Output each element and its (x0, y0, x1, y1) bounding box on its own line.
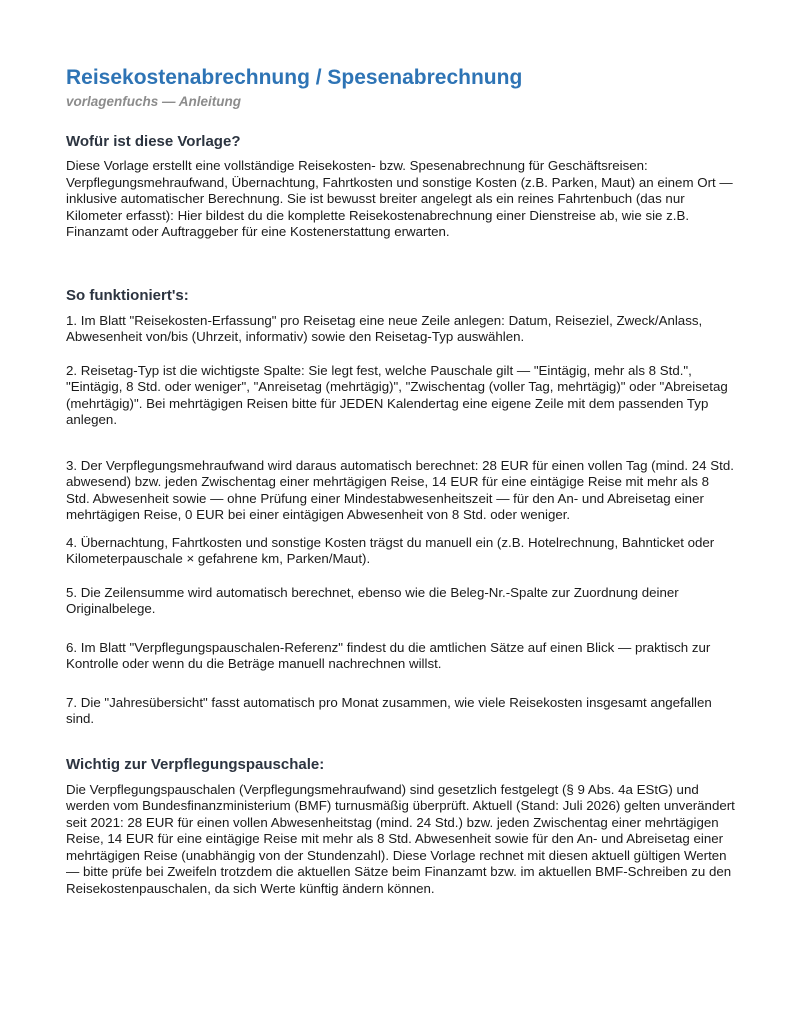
document-page (66, 64, 736, 897)
how-it-works-heading: So funktioniert's: (66, 286, 189, 304)
step-item: 4. Übernachtung, Fahrtkosten und sonstige Kosten trägst du manuell ein (z.B. Hotelrechnung, Bahnticket oder Kilometerpauschale × gefahrene km, Parken/Maut). (66, 534, 715, 566)
step-item: 5. Die Zeilensumme wird automatisch berechnet, ebenso wie die Beleg-Nr.-Spalte zur Zuordnung deiner Originalbelege. (66, 584, 679, 616)
important-paragraph: Die Verpflegungspauschalen (Verpflegungsmehraufwand) sind gesetzlich festgelegt (§ 9 Abs. 4a EStG) und werden vom Bundesfinanzministerium (BMF) turnusmäßig überprüft. Aktuell (Stand: Juli 2026) gelten unverändert seit 2021: 28 EUR für einen vollen Abwesenheitstag (mind. 24 Std.) bzw. jeden Zwischentag einer mehrtägigen Reise, 14 EUR für eine eintägige Reise mit mehr als 8 Std. Abwesenheit sowie für den An- und Abreisetag einer mehrtägigen Reise (unabhängig von der Stundenzahl). Diese Vorlage rechnet mit diesen aktuell gültigen Werten — bitte prüfe bei Zweifeln trotzdem die aktuellen Sätze beim Finanzamt bzw. im aktuellen BMF-Schreiben zu den Reisekostenpauschalen, da sich Werte künftig ändern können. (66, 781, 735, 896)
step-item: 3. Der Verpflegungsmehraufwand wird daraus automatisch berechnet: 28 EUR für einen vollen Tag (mind. 24 Std. abwesend) bzw. jeden Zwischentag einer mehrtägigen Reise, 14 EUR für eine eintägige Reise mit mehr als 8 Std. Abwesenheit sowie — ohne Prüfung einer Mindestabwesenheitszeit — für den An- und Abreisetag einer mehrtägigen Reise, 0 EUR bei einer eintägigen Abwesenheit von 8 Std. oder weniger. (66, 457, 734, 522)
step-item: 1. Im Blatt "Reisekosten-Erfassung" pro Reisetag eine neue Zeile anlegen: Datum, Reiseziel, Zweck/Anlass, Abwesenheit von/bis (Uhrzeit, informativ) sowie den Reisetag-Typ auswählen. (66, 312, 703, 344)
step-item: 7. Die "Jahresübersicht" fasst automatisch pro Monat zusammen, wie viele Reisekosten insgesamt angefallen sind. (66, 694, 712, 726)
step-item: 2. Reisetag-Typ ist die wichtigste Spalte: Sie legt fest, welche Pauschale gilt — "Eintägig, mehr als 8 Std.", "Eintägig, 8 Std. oder weniger", "Anreisetag (mehrtägig)", "Zwischentag (voller Tag, mehrtägig)" oder "Abreisetag (mehrtägig)". Bei mehrtägigen Reisen bitte für JEDEN Kalendertag eine eigene Zeile mit dem passenden Typ anlegen. (66, 362, 728, 427)
document-subtitle: vorlagenfuchs — Anleitung (66, 94, 242, 109)
purpose-section (66, 132, 736, 241)
step-item: 6. Im Blatt "Verpflegungspauschalen-Referenz" findest du die amtlichen Sätze auf einen Blick — praktisch zur Kontrolle oder wenn du die Beträge manuell nachrechnen willst. (66, 639, 711, 671)
document-title: Reisekostenabrechnung / Spesenabrechnung (66, 66, 523, 89)
purpose-paragraph: Diese Vorlage erstellt eine vollständige Reisekosten- bzw. Spesenabrechnung für Geschäftsreisen: Verpflegungsmehraufwand, Übernachtung, Fahrtkosten und sonstige Kosten (z.B. Parken, Maut) an einem Ort — inklusive automatischer Berechnung. Sie ist bewusst breiter angelegt als ein reines Fahrtenbuch (das nur Kilometer erfasst): Hier bildest du die komplette Reisekostenabrechnung einer Dienstreise ab, wie sie z.B. Finanzamt oder Auftraggeber für eine Kostenerstattung erwarten. (66, 158, 733, 239)
important-heading: Wichtig zur Verpflegungspauschale: (66, 755, 325, 773)
how-it-works-section (66, 286, 736, 728)
purpose-heading: Wofür ist diese Vorlage? (66, 133, 241, 150)
important-section (66, 755, 736, 898)
